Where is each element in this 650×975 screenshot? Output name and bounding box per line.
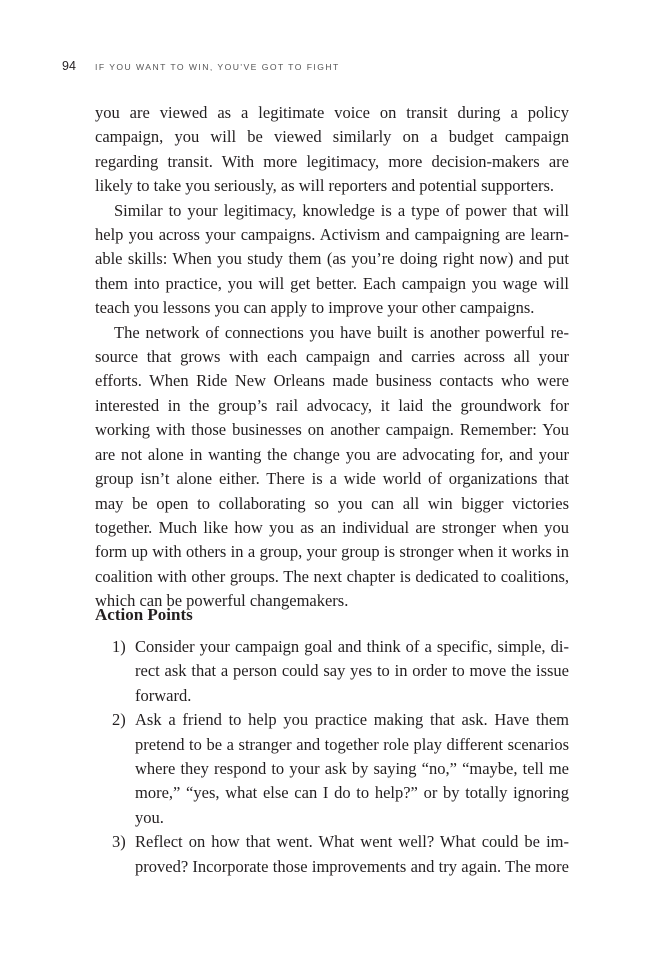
action-point-number: 3)	[112, 832, 126, 852]
action-point-number: 2)	[112, 710, 126, 730]
action-point-item	[95, 708, 569, 830]
action-point-text: Reflect on how that went. What went well? What could be improved? Incorporate those improvements and try again. The more	[135, 832, 569, 876]
action-point-item	[95, 635, 569, 708]
action-point-item	[95, 830, 569, 879]
body-text	[95, 101, 569, 614]
action-point-text: Consider your campaign goal and think of a specific, simple, direct ask that a person could say yes to in order to move the issue forward.	[135, 637, 569, 705]
page-number: 94	[62, 59, 76, 73]
action-point-text: Ask a friend to help you practice making that ask. Have them pretend to be a stranger and together role play different scenarios where they respond to your ask by saying “no,” “maybe, tell me more,” “yes, what else can I do to help?” or by totally ignoring you.	[135, 710, 569, 827]
running-title: IF YOU WANT TO WIN, YOU'VE GOT TO FIGHT	[95, 62, 340, 72]
paragraph-continued: you are viewed as a legitimate voice on transit during a policy campaign, you will be viewed similarly on a budget campaign regarding transit. With more legitimacy, more decision-makers are likely to take you seriously, as will reporters and potential supporters.	[95, 103, 569, 196]
action-points-heading: Action Points	[95, 605, 193, 624]
page-header	[62, 59, 340, 75]
action-points-list	[95, 635, 569, 879]
paragraph-knowledge: Similar to your legitimacy, knowledge is a type of power that will help you across your campaigns. Activism and campaigning are learnable skills: When you study them (as you’re doing right now) and put them into practice, you will get better. Each campaign you wage will teach you lessons you can apply to improve your other campaigns.	[95, 200, 569, 318]
paragraph-network: The network of connections you have built is another powerful resource that grows with each campaign and carries across all your efforts. When Ride New Orleans made business contacts who were interested in the group’s rail advocacy, it laid the groundwork for working with those businesses on another campaign. Remember: You are not alone in wanting the change you are advocating for, and your group isn’t alone either. There is a wide world of organizations that may be open to collaborating so you can all win bigger victories together. Much like how you as an individual are stronger when you form up with others in a group, your group is stronger when it works in coalition with other groups. The next chapter is dedicated to coalitions, which can be powerful changemakers.	[95, 322, 569, 611]
action-point-number: 1)	[112, 637, 126, 656]
